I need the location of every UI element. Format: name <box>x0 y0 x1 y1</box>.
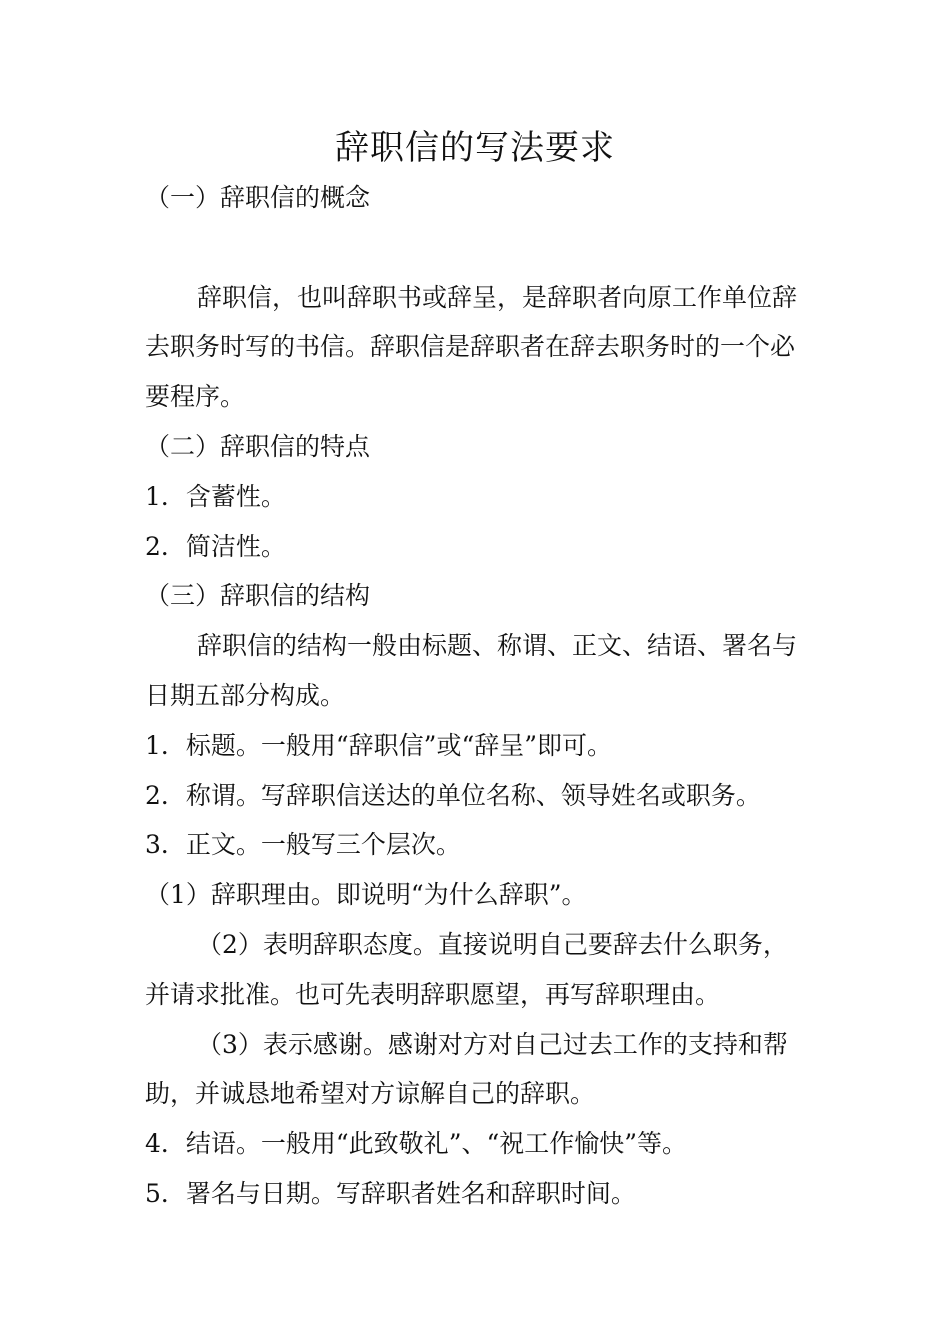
document-body <box>145 173 810 1219</box>
list-item-closing: 4．结语。一般用“此致敬礼”、“祝工作愉快”等。 <box>145 1129 688 1159</box>
list-item-feature-1: 1．含蓄性。 <box>145 481 286 511</box>
paragraph-attitude: （2）表明辞职态度。直接说明自己要辞去什么职务，并请求批准。也可先表明辞职愿望，再写辞职理由。 <box>145 929 788 1009</box>
list-item-signature: 5．署名与日期。写辞职者姓名和辞职时间。 <box>145 1178 636 1208</box>
paragraph-structure: 辞职信的结构一般由标题、称谓、正文、结语、署名与日期五部分构成。 <box>145 631 798 710</box>
document-title: 辞职信的写法要求 <box>335 128 615 168</box>
list-item-title: 1．标题。一般用“辞职信”或“辞呈”即可。 <box>145 730 613 760</box>
paragraph-definition: 辞职信，也叫辞职书或辞呈，是辞职者向原工作单位辞去职务时写的书信。辞职信是辞职者在辞去职务时的一个必要程序。 <box>145 282 798 412</box>
section-heading-features: （二）辞职信的特点 <box>145 431 371 461</box>
list-item-salutation: 2．称谓。写辞职信送达的单位名称、领导姓名或职务。 <box>145 780 761 810</box>
list-item-body: 3．正文。一般写三个层次。 <box>145 830 461 860</box>
list-item-feature-2: 2．简洁性。 <box>145 531 286 561</box>
section-heading-concept: （一）辞职信的概念 <box>145 183 371 212</box>
blank-line <box>145 223 810 273</box>
list-item-reason: （1）辞职理由。即说明“为什么辞职”。 <box>145 880 587 910</box>
paragraph-thanks: （3）表示感谢。感谢对方对自己过去工作的支持和帮助，并诚恳地希望对方谅解自己的辞职。 <box>145 1029 788 1109</box>
section-heading-structure: （三）辞职信的结构 <box>145 581 371 611</box>
